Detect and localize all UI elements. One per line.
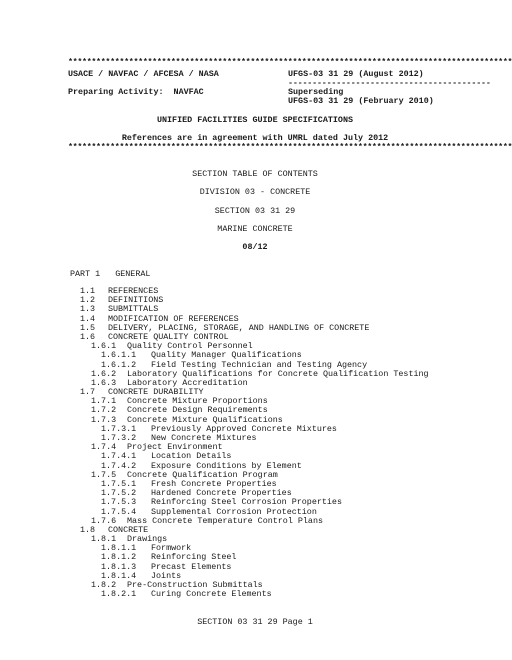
toc-entry-number: 1.7.3.1: [101, 423, 137, 434]
toc-entry-number: 1.7.1: [91, 396, 117, 407]
agency-list: USACE / NAVFAC / AFCESA / NASA: [68, 69, 219, 79]
toc-entry-title: DEFINITIONS: [108, 295, 164, 306]
toc-entry-number: 1.7.4.1: [101, 451, 137, 462]
toc-entry-number: 1.5: [80, 322, 96, 333]
toc-entry-number: 1.4: [80, 313, 96, 324]
guide-title: UNIFIED FACILITIES GUIDE SPECIFICATIONS: [156, 115, 353, 125]
toc-entry-title: DELIVERY, PLACING, STORAGE, AND HANDLING OF CONCRETE: [108, 322, 370, 333]
toc-entry-number: 1.7.5.3: [101, 497, 137, 508]
header-dash-rule: ------------------------------------------: [288, 78, 491, 88]
toc-entry-title: Formwork: [151, 543, 192, 554]
toc-entry-number: 1.7.5: [91, 469, 117, 480]
section-name: MARINE CONCRETE: [217, 224, 293, 234]
toc-entry-title: Field Testing Technician and Testing Agency: [151, 359, 368, 370]
toc-entry-title: Fresh Concrete Properties: [151, 478, 277, 489]
toc-entry-number: 1.6.1.2: [101, 359, 137, 370]
toc-entry-title: Reinforcing Steel: [151, 552, 237, 563]
header-top-rule: ***********************************************************************************************: [68, 57, 512, 67]
table-of-contents: [70, 287, 490, 599]
toc-entry: [70, 590, 490, 599]
toc-entry-number: 1.7.5.4: [101, 506, 137, 517]
toc-entry-number: 1.6: [80, 331, 96, 342]
toc-entry-number: 1.7.4.2: [101, 460, 137, 471]
toc-entry-number: 1.2: [80, 295, 96, 306]
toc-entry-title: MODIFICATION OF REFERENCES: [108, 313, 239, 324]
toc-entry-number: 1.8.1: [91, 534, 117, 545]
toc-entry-title: SUBMITTALS: [108, 304, 159, 315]
section-date: 08/12: [242, 242, 268, 252]
toc-entry-number: 1.3: [80, 304, 96, 315]
toc-entry-number: 1.7.4: [91, 442, 117, 453]
preparing-activity: Preparing Activity: NAVFAC: [68, 87, 204, 97]
division-title: DIVISION 03 - CONCRETE: [199, 187, 311, 197]
toc-entry-title: Quality Control Personnel: [127, 341, 253, 352]
toc-entry-number: 1.8.1.4: [101, 570, 137, 581]
toc-entry-number: 1.8.1.2: [101, 552, 137, 563]
toc-entry-title: Location Details: [151, 451, 232, 462]
toc-entry-title: Drawings: [127, 534, 168, 545]
page-footer: SECTION 03 31 29 Page 1: [197, 617, 313, 627]
toc-entry-number: 1.6.1.1: [101, 350, 137, 361]
toc-entry-number: 1.7.3.2: [101, 433, 137, 443]
toc-entry-title: Exposure Conditions by Element: [151, 460, 302, 471]
toc-entry-title: Reinforcing Steel Corrosion Properties: [151, 497, 342, 508]
references-note: References are in agreement with UMRL dated July 2012: [121, 133, 389, 143]
toc-entry-number: 1.7.5.2: [101, 488, 137, 499]
toc-title: SECTION TABLE OF CONTENTS: [192, 169, 318, 179]
part-heading: [70, 270, 150, 279]
header-bottom-rule: ***********************************************************************************************: [68, 142, 512, 152]
toc-entry-number: 1.7.3: [91, 414, 117, 425]
toc-entry-number: 1.1: [80, 286, 96, 296]
toc-entry-number: 1.6.2: [91, 368, 117, 379]
toc-entry-title: CONCRETE QUALITY CONTROL: [108, 331, 229, 342]
toc-entry-number: 1.8.1.3: [101, 561, 137, 572]
part-title: GENERAL: [115, 269, 151, 279]
toc-entry-number: 1.6.3: [91, 377, 117, 388]
toc-entry-title: Precast Elements: [151, 561, 232, 572]
toc-entry-title: Supplemental Corrosion Protection: [151, 506, 317, 517]
toc-entry-title: Pre-Construction Submittals: [127, 580, 263, 590]
toc-entry-title: Hardened Concrete Properties: [151, 488, 292, 499]
toc-entry-title: Laboratory Qualifications for Concrete Qualification Testing: [127, 368, 429, 379]
toc-entry-number: 1.7.5.1: [101, 478, 137, 489]
toc-entry-number: 1.8.2.1: [101, 589, 137, 600]
toc-entry-number: 1.7.2: [91, 405, 117, 416]
section-number: SECTION 03 31 29: [214, 206, 296, 216]
toc-entry-title: Joints: [151, 570, 182, 581]
toc-entry-title: Concrete Qualification Program: [127, 469, 278, 480]
toc-entry-number: 1.6.1: [91, 341, 117, 352]
toc-entry-title: Concrete Mixture Proportions: [127, 396, 268, 407]
superseded-ufgs: UFGS-03 31 29 (February 2010): [288, 96, 434, 106]
toc-entry-number: 1.7.6: [91, 515, 117, 526]
toc-entry-title: Laboratory Accreditation: [127, 377, 248, 388]
toc-entry-title: Quality Manager Qualifications: [151, 350, 302, 361]
toc-entry-title: Project Environment: [127, 442, 223, 453]
toc-entry-title: Concrete Design Requirements: [127, 405, 268, 416]
toc-entry-title: Concrete Mixture Qualifications: [127, 414, 283, 425]
toc-entry-title: REFERENCES: [108, 286, 159, 296]
toc-entry-title: Curing Concrete Elements: [151, 589, 272, 600]
part-number: PART 1: [70, 269, 101, 279]
superseding-label: Superseding: [288, 87, 344, 97]
toc-entry-title: Mass Concrete Temperature Control Plans: [127, 515, 324, 526]
toc-entry-number: 1.8.2: [91, 580, 117, 590]
ufgs-number: UFGS-03 31 29 (August 2012): [288, 69, 424, 79]
toc-entry-number: 1.7: [80, 387, 96, 398]
toc-entry-title: Previously Approved Concrete Mixtures: [151, 423, 337, 434]
toc-entry-title: CONCRETE: [108, 524, 149, 535]
toc-entry-title: CONCRETE DURABILITY: [108, 387, 204, 398]
toc-entry-number: 1.8: [80, 524, 96, 535]
toc-entry-title: New Concrete Mixtures: [151, 433, 257, 443]
toc-entry-number: 1.8.1.1: [101, 543, 137, 554]
